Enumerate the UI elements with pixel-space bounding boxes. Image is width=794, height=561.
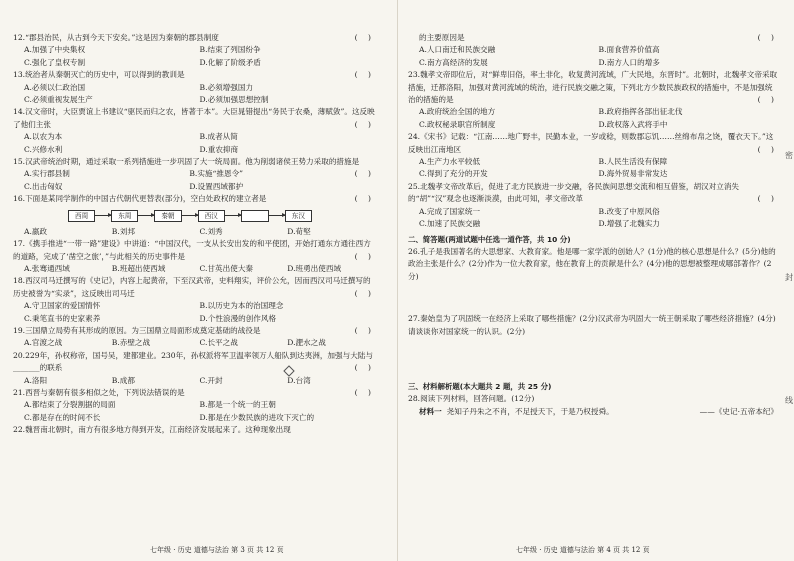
question-21: 21.西晋与秦朝有很多相似之处，下列说法错误的是 ( ) A.都结束了分裂割据的局面 B.都是一个统一的王朝 C.都是存在的时间不长 D.都是在少数民族的进攻下灭亡的 (13, 387, 375, 424)
answer-paren: ( ) (354, 288, 375, 298)
question-17: 17.《携手推进“一带一路”建设》中讲道：“中国汉代，一支从长安出发的和平使团，开始打通东方通往西方的道路，完成了‘凿空之旅’，”与此相关的历史事件是 ( ) A.张骞通西域 B.班超出使西域 C.甘英出使大秦 D.班勇出使西域 (13, 238, 375, 275)
option-a: A.完成了国家统一 (419, 206, 481, 216)
seal-line-mark: 封 (785, 273, 793, 282)
option-b: B.赤壁之战 (111, 338, 151, 348)
answer-paren: ( ) (354, 387, 375, 397)
option-d: D.设置西域都护 (189, 181, 244, 191)
option-d: D.都是在少数民族的进攻下灭亡的 (199, 412, 315, 422)
question-22: 22.魏晋南北朝时，南方有很多地方得到开发，江南经济发展起来了。这种现象出现 (13, 425, 291, 435)
arrow-right-icon (269, 215, 285, 216)
answer-paren: ( ) (354, 169, 375, 179)
option-d: D.荀堅 (287, 226, 311, 236)
material-source: ——《史记·五帝本纪》 (699, 406, 778, 416)
option-c: C.都是存在的时间不长 (24, 412, 101, 422)
question-18: 18.西汉司马迁撰写的《史记》，内容上起黄帝，下至汉武帝，史料翔实，评价公允，因而西汉司马迁撰写的历史被誉为“实录”，这反映出司马迁 ( ) A.守卫国家的爱国情怀 B.以历史为本的治国理念 C.秉笔直书的史家素养 D.个性浪漫的创作风格 (13, 275, 375, 325)
option-b: B.政府指挥各部出征北伐 (598, 107, 683, 117)
option-b: B.改变了中原风俗 (598, 206, 660, 216)
timeline-box: 西周 (68, 210, 95, 222)
option-a: A.以农为本 (24, 132, 63, 142)
page-3-footer: 七年级 · 历史 道德与法治 第 3 页 共 12 页 (150, 546, 284, 554)
option-a: A.洛阳 (24, 375, 48, 385)
fill-blank: _______的联系 (13, 363, 63, 373)
option-c: C.秉笔直书的史家素养 (24, 313, 101, 323)
option-c: C.甘英出使大秦 (199, 263, 254, 273)
answer-area[interactable] (408, 283, 778, 313)
question-24: 24.《宋书》记载：“江南……地广野丰，民勤本业，一岁或稔，则数郡忘饥……丝绵布帛之饶，覆衣天下。”这反映出江南地区 ( ) A.生产力水平较低 B.人民生活没有保障 C.得到了充分的开发 D.海外贸易非常发达 (408, 131, 778, 181)
option-c: C.长平之战 (199, 338, 238, 348)
option-a: A.张骞通西域 (24, 263, 70, 273)
material-label: 材料一 (419, 406, 442, 416)
option-b: B.班超出使西域 (111, 263, 166, 273)
option-c: C.加速了民族交融 (419, 219, 481, 229)
question-13: 13.统治者从秦朝灭亡的历史中，可以得到的教训是 ( ) A.必须以仁政治国 B.必须增强国力 C.必须重视发展生产 D.必须加强思想控制 (13, 69, 375, 106)
section-2-heading: 二、简答题(两道试题中任选一道作答，共 10 分) (408, 234, 571, 244)
arrow-right-icon (95, 215, 111, 216)
answer-paren: ( ) (354, 194, 375, 204)
option-c: C.必须重视发展生产 (24, 95, 93, 105)
option-d: D.台湾 (287, 375, 311, 385)
option-a: A.政府统治全国的地方 (419, 107, 496, 117)
answer-paren: ( ) (757, 95, 778, 105)
answer-paren: ( ) (354, 33, 375, 42)
option-b: B.都是一个统一的王朝 (199, 400, 276, 410)
answer-paren: ( ) (354, 325, 375, 335)
option-c: C.南方高经济的发展 (419, 57, 488, 67)
option-a: A.守卫国家的爱国情怀 (24, 301, 101, 311)
question-19: 19.三国鼎立局势有其形成的原因。为三国鼎立局面形成奠定基础的战役是 ( ) A.官渡之战 B.赤壁之战 C.长平之战 D.淝水之战 (13, 325, 375, 350)
answer-paren: ( ) (757, 144, 778, 154)
seal-line-mark: 线 (785, 396, 793, 405)
question-22-continued: 的主要原因是 ( ) A.人口南迁和民族交融 B.面食营养价值高 C.南方高经济的发展 D.南方人口的增多 (408, 32, 778, 69)
option-d: D.增强了北魏实力 (598, 219, 660, 229)
question-16: 16.下面是某同学制作的中国古代朝代更替表(部分)，空白处政权的建立者是 ( ) 西周 东周 秦朝 西汉 东汉 A.嬴政 B.刘邦 C.刘秀 D.荀堅 (13, 193, 375, 238)
arrow-right-icon (182, 215, 198, 216)
answer-paren: ( ) (354, 363, 375, 373)
arrow-right-icon (225, 215, 241, 216)
timeline-box: 秦朝 (154, 210, 181, 222)
exam-page-4 (397, 0, 794, 561)
option-b: B.成都 (111, 375, 135, 385)
option-b: B.成者从简 (199, 132, 238, 142)
option-a: A.生产力水平较低 (419, 157, 481, 167)
page-3-column (13, 32, 375, 437)
option-c: C.刘秀 (199, 226, 223, 236)
timeline-box: 东汉 (285, 210, 312, 222)
option-d: D.个性浪漫的创作风格 (199, 313, 277, 323)
option-c: C.得到了充分的开发 (419, 169, 488, 179)
option-c: C.政权秘录职官所制度 (419, 119, 496, 129)
question-15: 15.汉武帝统治时期，通过采取一系列措施进一步巩固了大一统局面。他为削弱诸侯王势力采取的措施是 ( ) A.实行郡县制 B.实施“推恩令” C.出击匈奴 D.设置西域都护 (13, 156, 375, 193)
material-text: 尧知子丹朱之不肖，不足授天下，于是乃权授舜。 (446, 406, 614, 416)
option-d: D.必须加强思想控制 (199, 95, 269, 105)
option-a: A.加强了中央集权 (24, 45, 86, 55)
option-a: A.实行郡县制 (24, 169, 70, 179)
question-25: 25.北魏孝文帝改革后，促进了北方民族进一步交融，各民族间思想交流和相互借鉴，胡汉对立消失的“胡”“汉”观念也逐渐淡漠，由此可知，孝文帝改革 ( ) A.完成了国家统一 B.改变了中原风俗 C.加速了民族交融 D.增强了北魏实力 (408, 181, 778, 231)
option-c: C.强化了皇权专制 (24, 57, 86, 67)
question-20: 20.229年，孙权称帝，国号吴，建都建业。230年，孙权派将军卫温率领万人船队到达夷洲，加强与大陆与_______的联系 ( ) A.洛阳 B.成都 C.开封 D.台湾 (13, 350, 375, 387)
answer-paren: ( ) (354, 251, 375, 261)
option-a: A.嬴政 (24, 226, 48, 236)
answer-area[interactable] (408, 338, 778, 378)
option-b: B.必须增强国力 (199, 82, 254, 92)
question-28: 28.阅读下列材料，回答问题。(12分) 材料一 尧知子丹朱之不肖，不足授天下，于是乃权授舜。 ——《史记·五帝本纪》 (408, 393, 778, 418)
option-d: D.班勇出使西域 (287, 263, 342, 273)
option-b: B.以历史为本的治国理念 (199, 301, 284, 311)
material-one (408, 406, 778, 418)
page-4-footer: 七年级 · 历史 道德与法治 第 4 页 共 12 页 (516, 546, 650, 554)
option-d: D.政权落入武将手中 (598, 119, 668, 129)
option-a: A.官渡之战 (24, 338, 63, 348)
option-b: B.结束了列国纷争 (199, 45, 261, 55)
arrow-right-icon (138, 215, 154, 216)
option-b: B.刘邦 (111, 226, 135, 236)
option-d: D.化解了阶级矛盾 (199, 57, 261, 67)
option-a: A.必须以仁政治国 (24, 82, 86, 92)
timeline-box: 东周 (111, 210, 138, 222)
seal-line-mark: 密 (785, 151, 793, 160)
option-d: D.重农抑商 (199, 144, 239, 154)
timeline-blank-box (241, 210, 269, 222)
option-d: D.淝水之战 (287, 338, 326, 348)
option-b: B.人民生活没有保障 (598, 157, 668, 167)
answer-paren: ( ) (757, 194, 778, 204)
option-c: C.开封 (199, 375, 223, 385)
option-a: A.人口南迁和民族交融 (419, 45, 496, 55)
timeline-box: 西汉 (198, 210, 225, 222)
answer-paren: ( ) (354, 70, 375, 80)
option-d: D.海外贸易非常发达 (598, 169, 668, 179)
answer-paren: ( ) (757, 33, 778, 42)
pencil-scribble-icon (282, 364, 296, 378)
question-14: 14.汉文帝时，大臣贾谊上书建议“驱民而归之农，皆著于本”。大臣晁错提出“务民于农桑，薄赋敛”。这反映了他们主张 ( ) A.以农为本 B.成者从简 C.兴修水利 D.重农抑商 (13, 106, 375, 156)
page-4-column (408, 32, 778, 418)
option-c: C.出击匈奴 (24, 181, 63, 191)
dynasty-timeline (13, 208, 375, 224)
question-12: 12.“郡县治民，从古到今天下安矣。”这是因为秦朝的郡县制度 ( ) A.加强了中央集权 B.结束了列国纷争 C.强化了皇权专制 D.化解了阶级矛盾 (13, 32, 375, 69)
option-b: B.面食营养价值高 (598, 45, 660, 55)
question-23: 23.魏孝文帝即位后，对“鲜卑旧俗，率土非化，收复黄河流域，广大民地，东晋时”。北朝时，北魏孝文帝采取措施，迁都洛阳，加强对黄河流域的统治，进行民族交融之策，下列北方少数民族政权的措施中，不是加强统治的措施的是 ( ) A.政府统治全国的地方 B.政府指挥各部出征北伐 C.政权秘录职官所制度 D.政权落入武将手中 (408, 69, 778, 131)
question-26: 26.孔子是我国著名的大思想家、大教育家。他是哪一家学派的创始人？(1分)他的核心思想是什么？(5分)他的政治主张是什么？(2分)作为一位大教育家，他在教育上的贡献是什么？(4分)他的思想被整理成哪部著作？(2分) (408, 246, 778, 313)
answer-paren: ( ) (354, 119, 375, 129)
option-d: D.南方人口的增多 (598, 57, 660, 67)
option-c: C.兴修水利 (24, 144, 63, 154)
section-3-heading: 三、材料解析题(本大题共 2 题，共 25 分) (408, 381, 552, 391)
option-a: A.都结束了分裂割据的局面 (24, 400, 116, 410)
question-27: 27.秦始皇为了巩固统一在经济上采取了哪些措施？(2分)汉武帝为巩固大一统王朝采取了哪些经济措施？(4分)请谈谈你对国家统一的认识。(2分) (408, 313, 778, 378)
option-b: B.实施“推恩令” (189, 169, 244, 179)
